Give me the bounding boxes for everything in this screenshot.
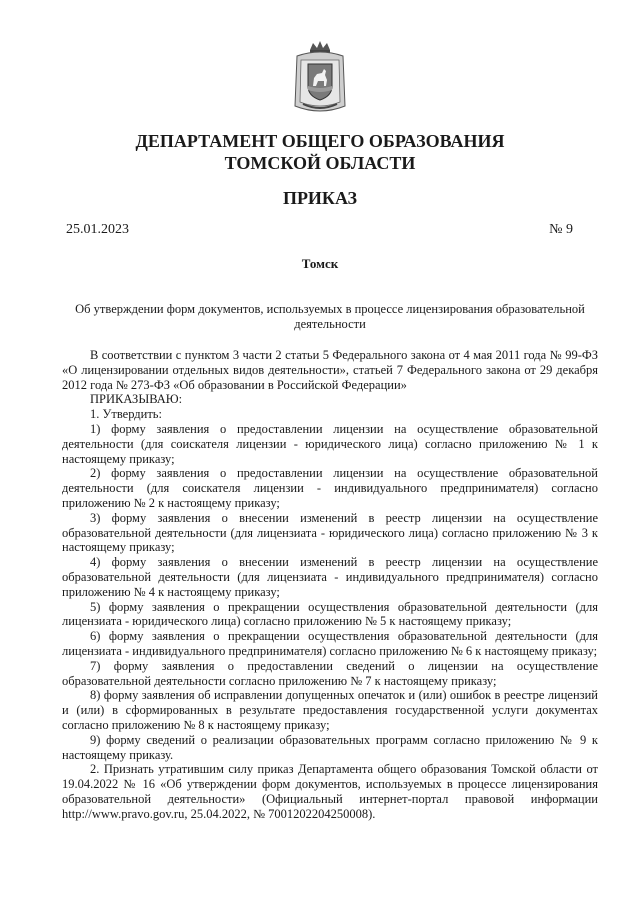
department-line-1: ДЕПАРТАМЕНТ ОБЩЕГО ОБРАЗОВАНИЯ bbox=[135, 131, 505, 151]
document-type: ПРИКАЗ bbox=[282, 188, 358, 208]
list-item: 4) форму заявления о внесении изменений в реестр лицензии на осуществление образовательной деятельности (для лицензиата - индивидуального предпринимателя) согласно приложению № 4 к настоящему приказу; bbox=[62, 555, 598, 599]
item-2-paragraph: 2. Признать утратившим силу приказ Департамента общего образования Томской области от 19.04.2022 № 16 «Об утверждении форм документов, используемых в процессе лицензирования образовательной деятельности» (Официальный интернет-портал правовой информации http://www.pravo.gov.ru, 25.04.2022, № 7001202204250008). bbox=[62, 762, 598, 821]
preamble-paragraph: В соответствии с пунктом 3 части 2 статьи 5 Федерального закона от 4 мая 2011 года № 99-ФЗ «О лицензировании отдельных видов деятельности», статьей 7 Федерального закона от 29 декабря 2012 года № 273-ФЗ «Об образовании в Российской Федерации» bbox=[62, 348, 598, 392]
document-date: 25.01.2023 bbox=[66, 222, 129, 237]
order-word: ПРИКАЗЫВАЮ: bbox=[90, 392, 183, 407]
list-item: 2) форму заявления о предоставлении лицензии на осуществление образовательной деятельности (для соискателя лицензии - индивидуального предпринимателя) согласно приложению № 2 к настоящему приказу; bbox=[62, 466, 598, 510]
item-1-heading: 1. Утвердить: bbox=[90, 407, 162, 422]
document-subject: Об утверждении форм документов, используемых в процессе лицензирования образовательной деятельности bbox=[75, 302, 585, 331]
list-item: 9) форму сведений о реализации образовательных программ согласно приложению № 9 к настоящему приказу. bbox=[62, 732, 598, 762]
list-item: 5) форму заявления о прекращении осуществления образовательной деятельности (для лицензиата - юридического лица) согласно приложению № 5 к настоящему приказу; bbox=[62, 599, 598, 629]
list-item: 3) форму заявления о внесении изменений в реестр лицензии на осуществление образовательной деятельности (для лицензиата - юридического лица) согласно приложению № 3 к настоящему приказу; bbox=[62, 510, 598, 555]
list-item: 6) форму заявления о прекращении осуществления образовательной деятельности (для лицензиата - индивидуального предпринимателя) согласно приложению № 6 к настоящему приказу; bbox=[62, 629, 598, 658]
department-line-2: ТОМСКОЙ ОБЛАСТИ bbox=[224, 153, 416, 173]
document-number: № 9 bbox=[549, 222, 573, 237]
list-item: 8) форму заявления об исправлении допущенных опечаток и (или) ошибок в реестре лицензий и (или) в сформированных в результате предоставления государственной услуги документах согласно приложению № 8 к настоящему приказу; bbox=[62, 688, 598, 732]
document-city: Томск bbox=[301, 256, 339, 271]
department-title bbox=[0, 130, 640, 174]
document-body bbox=[62, 348, 598, 822]
tomsk-coat-of-arms-icon bbox=[293, 40, 347, 116]
list-item: 7) форму заявления о предоставлении сведений о лицензии на осуществление образовательной деятельности согласно приложению № 7 к настоящему приказу; bbox=[62, 658, 598, 688]
list-item: 1) форму заявления о предоставлении лицензии на осуществление образовательной деятельности (для соискателя лицензии - юридического лица) согласно приложению № 1 к настоящему приказу; bbox=[62, 421, 598, 466]
